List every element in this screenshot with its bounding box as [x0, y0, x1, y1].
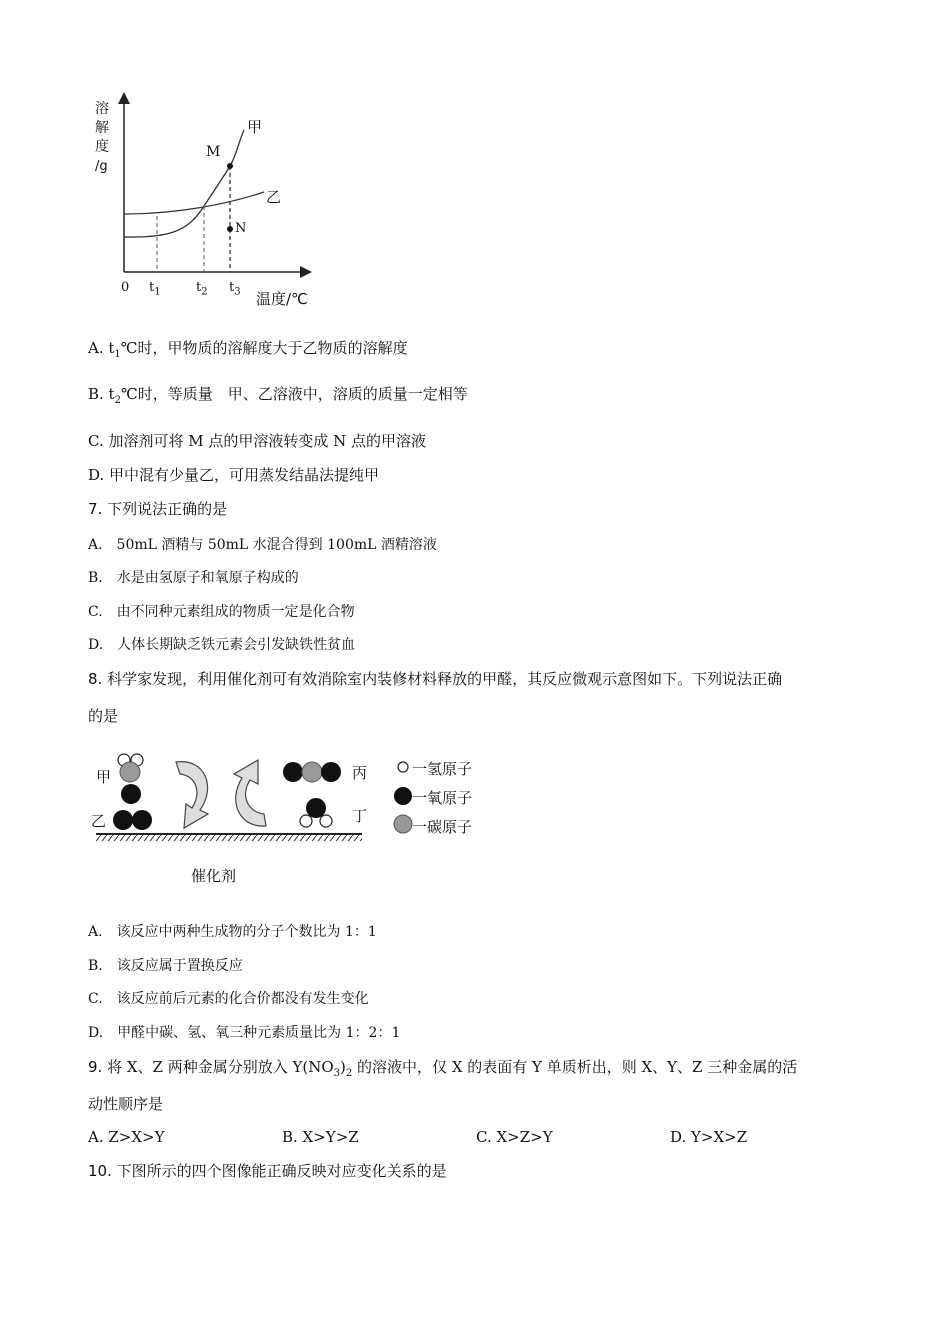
curve-jia	[124, 130, 247, 237]
y-axis-label	[95, 100, 109, 176]
point-n	[227, 226, 233, 232]
q9-option-d: D. Y>X>Z	[670, 1128, 748, 1146]
label-ding: 丁	[352, 807, 368, 825]
atom-o	[132, 810, 152, 830]
q7-option-b: B. 水是由氢原子和氧原子构成的	[88, 570, 299, 586]
atom-h	[300, 815, 312, 827]
q6-option-c: C. 加溶剂可将 M 点的甲溶液转变成 N 点的甲溶液	[88, 432, 427, 450]
tick-t2: $t_2$	[196, 280, 208, 298]
label-jia: 甲	[96, 768, 112, 786]
curve-yi-label: 乙	[266, 188, 282, 206]
atom-o	[306, 798, 326, 818]
q6-option-d: D. 甲中混有少量乙，可用蒸发结晶法提纯甲	[88, 466, 380, 484]
legend-oxygen-icon	[394, 787, 412, 805]
reaction-diagram	[88, 748, 388, 843]
y-label-char: /g	[95, 159, 108, 174]
arrow-down-icon	[176, 762, 208, 828]
atom-o	[121, 784, 141, 804]
atom-c	[120, 762, 140, 782]
q8-option-c: C. 该反应前后元素的化合价都没有发生变化	[88, 991, 369, 1007]
label-bing: 丙	[352, 764, 368, 782]
q6-option-b: B. $t_2℃$时，等质量 甲、乙溶液中，溶质的质量一定相等	[88, 385, 468, 406]
curve-yi	[124, 192, 264, 214]
atom-o	[113, 810, 133, 830]
q9-stem-line1: 9. 将 X、Z 两种金属分别放入 $Y(NO_3)_2$ 的溶液中，仅 X 的表面有 Y 单质析出，则 X、Y、Z 三种金属的活	[88, 1058, 798, 1079]
curve-jia-label: 甲	[247, 118, 263, 136]
q6-option-a: A. $t_1℃$时，甲物质的溶解度大于乙物质的溶解度	[88, 339, 408, 360]
catalyst-label: 催化剂	[191, 867, 237, 885]
q7-option-c: C. 由不同种元素组成的物质一定是化合物	[88, 604, 355, 620]
tick-0: 0	[121, 280, 130, 295]
atom-c	[302, 762, 322, 782]
atom-o	[283, 762, 303, 782]
q9-stem-line2: 动性顺序是	[88, 1095, 164, 1113]
catalyst-hatch	[96, 835, 362, 841]
legend-carbon: 一碳原子	[412, 818, 473, 836]
q9-option-c: C. X>Z>Y	[476, 1128, 553, 1146]
y-label-char: 解	[95, 120, 109, 136]
legend-hydrogen: 一氢原子	[412, 760, 473, 778]
q10-stem: 10. 下图所示的四个图像能正确反映对应变化关系的是	[88, 1162, 447, 1180]
q8-option-b: B. 该反应属于置换反应	[88, 958, 243, 974]
legend-carbon-icon	[394, 815, 412, 833]
y-label-char: 溶	[95, 101, 109, 117]
legend-hydrogen-icon	[398, 762, 408, 772]
point-m	[227, 163, 233, 169]
tick-t3: $t_3$	[229, 280, 241, 298]
q8-option-d: D. 甲醛中碳、氢、氧三种元素质量比为 1：2：1	[88, 1025, 401, 1041]
label-yi: 乙	[91, 812, 107, 830]
point-m-label: M	[206, 144, 221, 160]
q8-stem-line2: 的是	[88, 707, 119, 725]
q8-stem-line1: 8. 科学家发现，利用催化剂可有效消除室内装修材料释放的甲醛，其反应微观示意图如下。下列说法正确	[88, 670, 783, 688]
q9-option-b: B. X>Y>Z	[282, 1128, 359, 1146]
x-axis-label: 温度/℃	[256, 290, 308, 308]
q8-option-a: A. 该反应中两种生成物的分子个数比为 1：1	[88, 924, 377, 940]
atom-o	[321, 762, 341, 782]
arrow-up-icon	[234, 760, 266, 826]
q7-option-a: A. 50mL 酒精与 50mL 水混合得到 100mL 酒精溶液	[88, 537, 437, 553]
q7-option-d: D. 人体长期缺乏铁元素会引发缺铁性贫血	[88, 637, 356, 653]
y-label-char: 度	[95, 139, 109, 155]
q7-stem: 7. 下列说法正确的是	[88, 500, 228, 518]
legend-oxygen: 一氧原子	[412, 789, 473, 807]
tick-t1: $t_1$	[149, 280, 161, 298]
q9-option-a: A. Z>X>Y	[88, 1128, 165, 1146]
atom-h	[320, 815, 332, 827]
point-n-label: N	[235, 221, 247, 236]
